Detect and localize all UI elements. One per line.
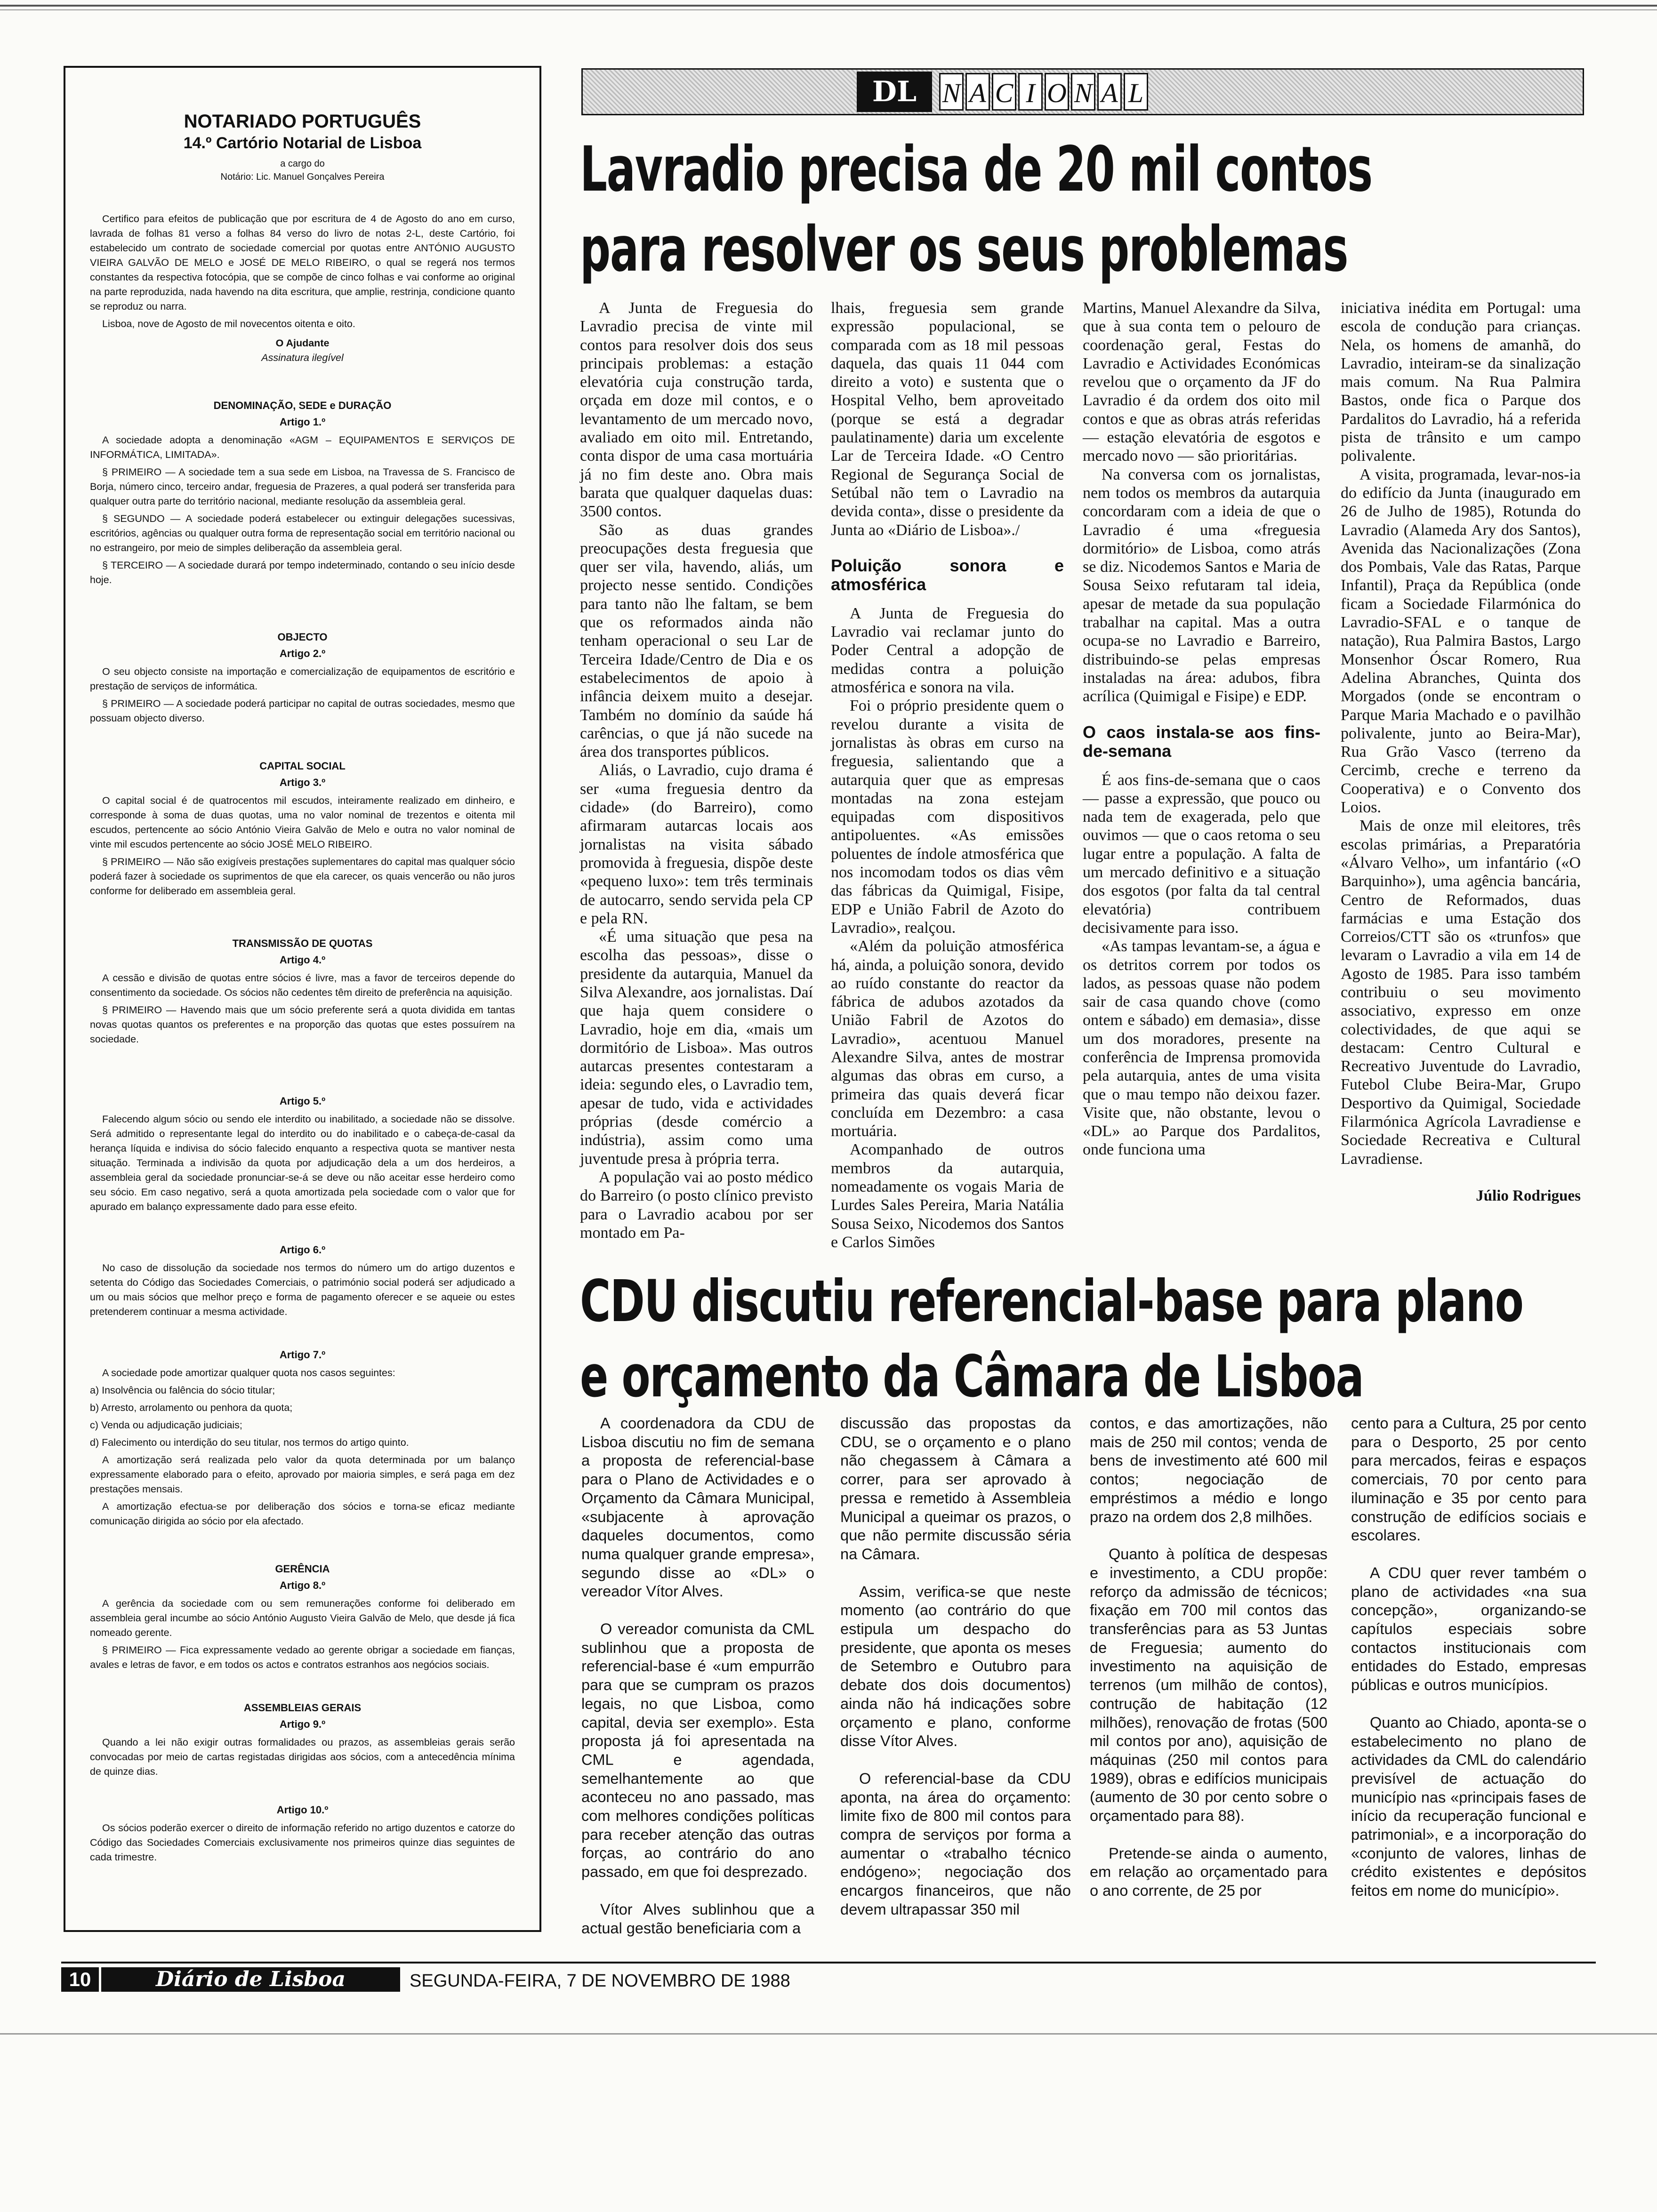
article1-column-3: [1083, 299, 1320, 1159]
paragraph: lhais, freguesia sem grande expressão populacional, se comparada com as 18 mil pessoas daquela, das quais 11 044 com direito a voto) e sustenta que o Hospital Velho, bem aproveitado (porque se está a degradar paulatinamente) daria um excelente Lar de Terceira Idade. «O Centro Regional de Segurança Social de Setúbal não tem o Lavradio na devida conta», disse o presidente da Junta ao «Diário de Lisboa»./: [831, 299, 1064, 539]
paragraph: «As tampas levantam-se, a água e os detritos correm por todos os lados, as pessoas quase não podem sair de casa quando chove (como ontem e sábado) em demasia», disse um dos moradores, presente na conferência de Imprensa promovida pela autarquia, antes de uma visita que o mau tempo não deixou fazer. Visite que, não obstante, levou o «DL» ao Parque dos Pardalitos, onde funciona uma: [1083, 938, 1320, 1159]
paragraph: «É uma situação que pesa na escolha das pessoas», disse o presidente da autarquia, Manuel da Silva Alexandre, aos jornalistas. Daí que haja quem considere o Lavradio, hoje em dia, «mais um dormitório de Lisboa». Mas outros autarcas presentes contestaram a ideia: segundo eles, o Lavradio tem, apesar de tudo, vida e actividades próprias (desde comércio a indústria), assim como uma juventude presa à própria terra.: [580, 928, 813, 1168]
paragraph: contos, e das amortizações, não mais de 250 mil contos; venda de bens de investimento até 600 mil contos; negociação de empréstimos a médio e longo prazo na ordem dos 2,8 milhões.: [1090, 1415, 1327, 1525]
section-letter: N: [939, 73, 964, 111]
article-text: A gerência da sociedade com ou sem remunerações conforme foi deliberado em assembleia geral incumbe ao sócio António Augusto Vieira Galvão de Melo, que desde já fica nomeado gerente.: [90, 1598, 515, 1638]
article1-headline-line2: para resolver os seus problemas: [580, 213, 1348, 286]
section-heading: ASSEMBLEIAS GERAIS: [243, 1702, 362, 1714]
article-heading: Artigo 9.º: [279, 1718, 326, 1730]
notary-announcement: [64, 66, 541, 1932]
section-letter: N: [1071, 73, 1095, 111]
article-text: A amortização será realizada pelo valor da quota determinada por um balanço expressamente elaborado para o efeito, aprovado por maioria simples, e será paga em dez prestações mensais.: [90, 1454, 515, 1495]
paragraph: cento para a Cultura, 25 por cento para o Desporto, 25 por cento para mercados, feiras e espaços comerciais, 70 por cento para iluminação e 35 por cento para construção de edifícios sociais e escolares.: [1351, 1415, 1586, 1544]
paragraph: Pretende-se ainda o aumento, em relação ao orçamentado para o ano corrente, de 25 por: [1090, 1844, 1327, 1899]
section-title-nacional: [939, 73, 1150, 112]
notary-name: Notário: Lic. Manuel Gonçalves Pereira: [220, 172, 385, 182]
article1-headline-line1: Lavradio precisa de 20 mil contos: [580, 133, 1372, 206]
section-heading: CAPITAL SOCIAL: [259, 760, 346, 772]
article-heading: Artigo 5.º: [279, 1095, 326, 1107]
section-heading: OBJECTO: [277, 631, 328, 643]
page-number: 10: [61, 1967, 99, 1992]
notary-title: NOTARIADO PORTUGUÊS: [184, 111, 421, 132]
paragraph: Quanto à política de despesas e investimento, a CDU propõe: reforço da admissão de técnicos; fixação em 700 mil contos das transferências para as 53 Juntas de Freguesia; aumento do investimento na aquisição de terrenos (um milhão de contos), contrução de habitação (12 milhões), renovação de frotas (500 mil contos por ano), aquisição de máquinas (250 mil contos para 1989), obras e edifícios municipais (aumento de 30 por cento sobre o orçamentado para 88).: [1090, 1546, 1327, 1825]
article2-column-2: [840, 1414, 1071, 1919]
paragraph: Mais de onze mil eleitores, três escolas primárias, a Preparatória «Álvaro Velho», um infantário («O Barquinho»), uma agência bancária, Centro de Reformados, duas farmácias e uma Estação dos Correios/CTT são os «trunfos» que levaram o Lavradio a vila em 14 de Agosto de 1985. Para isso também contribuiu o seu movimento associativo, expresso em onze colectividades, de que aqui se destacam: Centro Cultural e Recreativo Juventude do Lavradio, Futebol Clube Beira-Mar, Grupo Desportivo da Quimigal, Sociedade Filarmónica Agrícola Lavradiense e Sociedade Recreativa e Cultural Lavradiense.: [1341, 817, 1581, 1168]
article-item: c) Venda ou adjudicação judiciais;: [90, 1419, 242, 1431]
article-text: § PRIMEIRO — Fica expressamente vedado ao gerente obrigar a sociedade em fianças, avales e letras de favor, e em todos os actos e contratos estranhos aos negócios sociais.: [90, 1644, 515, 1670]
article2-column-3: [1090, 1414, 1327, 1900]
article-item: b) Arresto, arrolamento ou penhora da quota;: [90, 1402, 293, 1413]
article-text: O seu objecto consiste na importação e comercialização de equipamentos de escritório e prestação de serviços de informática.: [90, 666, 515, 692]
newspaper-masthead: Diário de Lisboa: [101, 1967, 400, 1992]
paragraph: Acompanhado de outros membros da autarquia, nomeadamente os vogais Maria de Lurdes Sales Pereira, Maria Natália Sousa Seixo, Nicodemos dos Santos e Carlos Simões: [831, 1141, 1064, 1251]
paragraph: discussão das propostas da CDU, se o orçamento e o plano não chegassem à Câmara a correr, para ser aprovado à pressa e remetido à Assembleia Municipal a queimar os prazos, o que não permite discussão séria na Câmara.: [840, 1415, 1071, 1563]
paragraph: Na conversa com os jornalistas, nem todos os membros da autarquia concordaram com a ideia de que o Lavradio é uma «freguesia dormitório» de Lisboa, como atrás se diz. Nicodemos Santos e Maria de Sousa Seixo refutaram tal ideia, apesar de metade da sua população trabalhar na capital. Mas a outra ocupa-se no Lavradio e Barreiro, distribuindo-se pelas empresas instaladas na área: adubos, fibra acrílica (Quimigal e Fisipe) e EDP.: [1083, 465, 1320, 705]
section-letter: I: [1018, 73, 1043, 111]
paragraph: Quanto ao Chiado, aponta-se o estabelecimento no plano de actividades da CML do calendário previsível de actuação do município nas «principais fases de início da recuperação funcional e patrimonial», e a incorporação do «conjunto de valores, linhas de crédito existentes e depósitos feitos em nome do município».: [1351, 1714, 1586, 1899]
article-item: d) Falecimento ou interdição do seu titular, nos termos do artigo quinto.: [90, 1437, 409, 1448]
article-text: Os sócios poderão exercer o direito de informação referido no artigo duzentos e catorze do Código das Sociedades Comerciais exclusivamente nos primeiros quinze dias seguintes de cada trimestre.: [90, 1822, 515, 1863]
section-letter: L: [1124, 73, 1148, 111]
article1-column-2: [831, 299, 1064, 1251]
article-text: No caso de dissolução da sociedade nos termos do número um do artigo duzentos e setenta do Código das Sociedades Comerciais, o património social poderá ser adjudicado a um ou mais sócios que melhor preço e forma de pagamento oferecer e se aqueie ou estes pretenderem continuar a mesma actividade.: [90, 1262, 515, 1317]
article-text: § PRIMEIRO — A sociedade tem a sua sede em Lisboa, na Travessa de S. Francisco de Borja, número cinco, terceiro andar, freguesia de Prazeres, a qual poderá ser transferida para qualquer outra parte do território nacional, mediante resolução da assembleia geral.: [90, 466, 515, 507]
article-text: O capital social é de quatrocentos mil escudos, inteiramente realizado em dinheiro, e corresponde à soma de duas quotas, uma no valor nominal de trezentos e oitenta mil escudos, pertencente ao sócio António Vieira Galvão de Melo e outra no valor nominal de vinte mil escudos pertencente ao sócio JOSÉ MELO RIBEIRO.: [90, 795, 515, 850]
section-heading: GERÊNCIA: [275, 1563, 330, 1575]
paragraph: É aos fins-de-semana que o caos — passe a expressão, que pouco ou nada tem de exagerada, pelo que ouvimos — que o caos retoma o seu lugar entre a população. A falta de um mercado definitivo e a situação dos esgotos (por falta da tal central elevatória) contribuem decisivamente para isso.: [1083, 771, 1320, 937]
notary-signature: Assinatura ilegível: [261, 352, 344, 363]
notary-subtitle: 14.º Cartório Notarial de Lisboa: [183, 134, 422, 152]
scan-line: [0, 9, 1657, 10]
paragraph: iniciativa inédita em Portugal: uma escola de condução para crianças. Nela, os homens de amanhã, do Lavradio, inteiram-se da sinalização mais comum. Na Rua Palmira Bastos, onde fica o Parque dos Pardalitos do Lavradio, há a referida pista de trânsito e um campo polivalente.: [1341, 299, 1581, 465]
article-text: § PRIMEIRO — Não são exigíveis prestações suplementares do capital mas qualquer sócio poderá fazer à sociedade os suprimentos de que ela carecer, os quais vencerão ou não juros conforme for deliberado em assembleia geral.: [90, 856, 515, 897]
scan-line: [0, 2033, 1657, 2035]
article-text: § TERCEIRO — A sociedade durará por tempo indeterminado, contando o seu início desde hoje.: [90, 560, 515, 585]
paragraph: A CDU quer rever também o plano de actividades «na sua concepção», organizando-se capítulos especiais sobre contactos institucionais com entidades do Estado, empresas públicas e outros municípios.: [1351, 1564, 1586, 1694]
article-heading: Artigo 6.º: [279, 1244, 326, 1256]
article1-byline: Júlio Rodrigues: [1476, 1187, 1581, 1204]
notary-certify: Certifico para efeitos de publicação que por escritura de 4 de Agosto do ano em curso, lavrada de folhas 81 verso a folhas 84 verso do livro de notas 2-L, deste Cartório, foi estabelecido um contrato de sociedade comercial por quotas entre ANTÓNIO AUGUSTO VIEIRA GALVÃO DE MELO e JOSÉ DE MELO RIBEIRO, o qual se regerá nos termos constantes da respectiva fotocópia, que se compõe de cinco folhas e vai conforme ao original na parte reproduzida, nada havendo na dita escritura, que amplie, restrinja, condicione quanto se reproduz ou narra.: [90, 213, 515, 312]
article-text: A sociedade pode amortizar qualquer quota nos casos seguintes:: [102, 1367, 395, 1378]
paragraph: Foi o próprio presidente quem o revelou durante a visita de jornalistas às obras em curso na freguesia, salientando que a autarquia quer que as empresas montadas na zona estejam equipadas com dispositivos antipoluentes. «As emissões poluentes de índole atmosférica que nos incomodam todos os dias vêm das fábricas da Quimigal, Fisipe, EDP e União Fabril de Azoto do Lavradio», realçou.: [831, 697, 1064, 937]
paragraph: Martins, Manuel Alexandre da Silva, que à sua conta tem o pelouro de coordenação geral, Festas do Lavradio e Actividades Económicas revelou que o orçamento da JF do Lavradio é da ordem dos oito mil contos e que as obras atrás referidas — estação elevatória de esgotos e mercado novo — são prioritárias.: [1083, 299, 1320, 465]
paragraph: São as duas grandes preocupações desta freguesia que quer ser vila, havendo, aliás, um projecto nesse sentido. Condições para tanto não lhe faltam, se bem que os reformados ainda não tenham operacional o seu Lar de Terceira Idade/Centro de Dia e os estabelecimentos de apoio à infância deixem muito a desejar. Também no domínio da saúde há carências, o que já não sucede na área dos transportes públicos.: [580, 521, 813, 761]
notary-signer: O Ajudante: [275, 337, 330, 349]
section-heading: DENOMINAÇÃO, SEDE e DURAÇÃO: [213, 400, 392, 411]
paragraph: A Junta de Freguesia do Lavradio precisa de vinte mil contos para resolver dois dos seus principais problemas: a estação elevatória cuja construção tarda, orçada em doze mil contos, e o levantamento de um mercado novo, avaliado em oito mil. Entretando, conta dispor de uma casa mortuária já no fim deste ano. Obra mais barata que qualquer daquelas duas: 3500 contos.: [580, 299, 813, 521]
section-letter: O: [1045, 73, 1069, 111]
notary-place-date: Lisboa, nove de Agosto de mil novecentos oitenta e oito.: [102, 318, 355, 329]
subheading-pollution: Poluição sonora e atmosférica: [831, 555, 1064, 594]
footer-rule: [61, 1962, 1596, 1964]
subheading-chaos: O caos instala-se aos fins-de-semana: [1083, 722, 1320, 761]
article-text: § PRIMEIRO — Havendo mais que um sócio preferente será a quota dividida em tantas novas quotas quantos os preferentes e na proporção das quotas que estes possuírem na sociedade.: [90, 1004, 515, 1045]
article-heading: Artigo 1.º: [279, 416, 326, 428]
dl-logo: DL: [857, 72, 932, 112]
section-letter: C: [992, 73, 1016, 111]
article-heading: Artigo 3.º: [279, 777, 326, 788]
article-text: A cessão e divisão de quotas entre sócios é livre, mas a favor de terceiros depende do consentimento da sociedade. Os sócios não cedentes têm direito de preferência na aquisição.: [90, 972, 515, 998]
section-letter: A: [1097, 73, 1122, 111]
paragraph: A população vai ao posto médico do Barreiro (o posto clínico previsto para o Lavradio acabou por ser montado em Pa-: [580, 1168, 813, 1242]
paragraph: Vítor Alves sublinhou que a actual gestão beneficiaria com a: [581, 1900, 814, 1937]
article-heading: Artigo 8.º: [279, 1579, 326, 1591]
section-letter: A: [965, 73, 990, 111]
scan-line: [0, 5, 1657, 7]
article-text: Quando a lei não exigir outras formalidades ou prazos, as assembleias gerais serão convocadas por meio de cartas registadas dirigidas aos sócios, com a antecedência mínima de quinze dias.: [90, 1737, 515, 1777]
article-item: a) Insolvência ou falência do sócio titular;: [90, 1385, 275, 1396]
paragraph: «Além da poluição atmosférica há, ainda, a poluição sonora, devido ao ruído constante do reactor da fábrica de adubos azotados da União Fabril de Azotos do Lavradio», acentuou Manuel Alexandre Silva, antes de mostrar algumas das obras em curso, a primeira das quais deverá ficar concluída em Dezembro: a casa mortuária.: [831, 938, 1064, 1140]
issue-date: SEGUNDA-FEIRA, 7 DE NOVEMBRO DE 1988: [410, 1971, 790, 1991]
article-text: A sociedade adopta a denominação «AGM – EQUIPAMENTOS E SERVIÇOS DE INFORMÁTICA, LIMITADA».: [90, 434, 515, 460]
article1-column-4: [1341, 299, 1581, 1205]
paragraph: A visita, programada, levar-nos-ia do edifício da Junta (inaugurado em 26 de Julho de 1985), Rotunda do Lavradio (Alameda Ary dos Santos), Avenida das Nacionalizações (Zona dos Pombais, Vale das Ratas, Parque Infantil), Praça da República (onde ficam a Sociedade Filarmónica do Lavradio-SFAL e o tanque de natação), Rua Palmira Bastos, Largo Monsenhor Óscar Romero, Rua Adelina Abranches, Quinta dos Morgados (onde se encontram o Parque Maria Machado e o pavilhão polivalente, junto ao Beira-Mar), Rua Grão Vasco (terreno da Cercimb, creche e terreno da Cooperativa) e o Convento dos Loios.: [1341, 465, 1581, 817]
article-text: § PRIMEIRO — A sociedade poderá participar no capital de outras sociedades, mesmo que possuam objecto diverso.: [90, 698, 515, 724]
article-heading: Artigo 7.º: [279, 1349, 326, 1361]
article-heading: Artigo 2.º: [279, 648, 326, 659]
paragraph: A coordenadora da CDU de Lisboa discutiu no fim de semana a proposta de referencial-base para o Plano de Actividades e o Orçamento da Câmara Municipal, «subjacente à aprovação daqueles documentos, como numa qualquer grande empresa», segundo disse ao «DL» o vereador Vítor Alves.: [581, 1415, 814, 1600]
article-heading: Artigo 10.º: [276, 1804, 329, 1816]
article-text: Falecendo algum sócio ou sendo ele interdito ou inabilitado, a sociedade não se dissolve. Será admitido o representante legal do interdito ou do inabilitado e o cabeça-de-casal da herança líquida e indivisa do sócio falecido enquanto a respectiva quota se mantiver nesta situação. Terminada a indivisão da quota por adjudicação dela a um dos herdeiros, a assembleia geral da sociedade pronunciar-se-á se deve ou não aceitar esse herdeiro como seu sócio. Em caso negativo, será a quota amortizada pela sociedade com o valor que for apurado em balanço expressamente dado para esse efeito.: [90, 1114, 515, 1212]
paragraph: A Junta de Freguesia do Lavradio vai reclamar junto do Poder Central a adopção de medidas contra a poluição atmosférica e sonora na vila.: [831, 604, 1064, 697]
article2-column-4: [1351, 1414, 1586, 1900]
article-text: A amortização efectua-se por deliberação dos sócios e torna-se eficaz mediante comunicação dirigida ao sócio por ela afectado.: [90, 1501, 515, 1527]
article2-column-1: [581, 1414, 814, 1938]
article1-column-1: [580, 299, 813, 1242]
article2-headline-line1: CDU discutiu referencial-base para plano: [580, 1268, 1523, 1335]
article2-headline-line2: e orçamento da Câmara de Lisboa: [580, 1343, 1364, 1410]
article-text: § SEGUNDO — A sociedade poderá estabelecer ou extinguir delegações sucessivas, escritórios, agências ou qualquer outra forma de representação social em território nacional ou no estrangeiro, por meio de simples deliberação da assembleia geral.: [90, 513, 515, 553]
paragraph: O referencial-base da CDU aponta, na área do orçamento: limite fixo de 800 mil contos para compra de serviços por forma a aumentar o «trabalho técnico endógeno»; negociação dos encargos financeiros, que não devem ultrapassar 350 mil: [840, 1770, 1071, 1918]
paragraph: Assim, verifica-se que neste momento (ao contrário do que estipula um despacho do presidente, que aponta os meses de Setembro e Outubro para debate dos dois documentos) ainda não há indicações sobre orçamento e plano, conforme disse Vítor Alves.: [840, 1583, 1071, 1750]
paragraph: O vereador comunista da CML sublinhou que a proposta de referencial-base é «um empurrão para que se cumpram os prazos legais, no que Lisboa, como capital, devia ser exemplo». Esta proposta já foi apresentada na CML e agendada, semelhantemente ao que aconteceu no ano passado, mas com melhores condições políticas para receber atenção das outras forças, ao contrário do ano passado, em que foi desprezado.: [581, 1620, 814, 1881]
notary-in-charge: a cargo do: [280, 159, 325, 169]
paragraph: Aliás, o Lavradio, cujo drama é ser «uma freguesia dentro da cidade» (do Barreiro), como afirmaram autarcas locais aos jornalistas na visita sábado promovida à freguesia, dispõe deste «pequeno luxo»: tem três terminais de autocarro, sendo servida pela CP e pela RN.: [580, 761, 813, 927]
section-heading: TRANSMISSÃO DE QUOTAS: [232, 938, 373, 949]
article-heading: Artigo 4.º: [279, 954, 326, 966]
